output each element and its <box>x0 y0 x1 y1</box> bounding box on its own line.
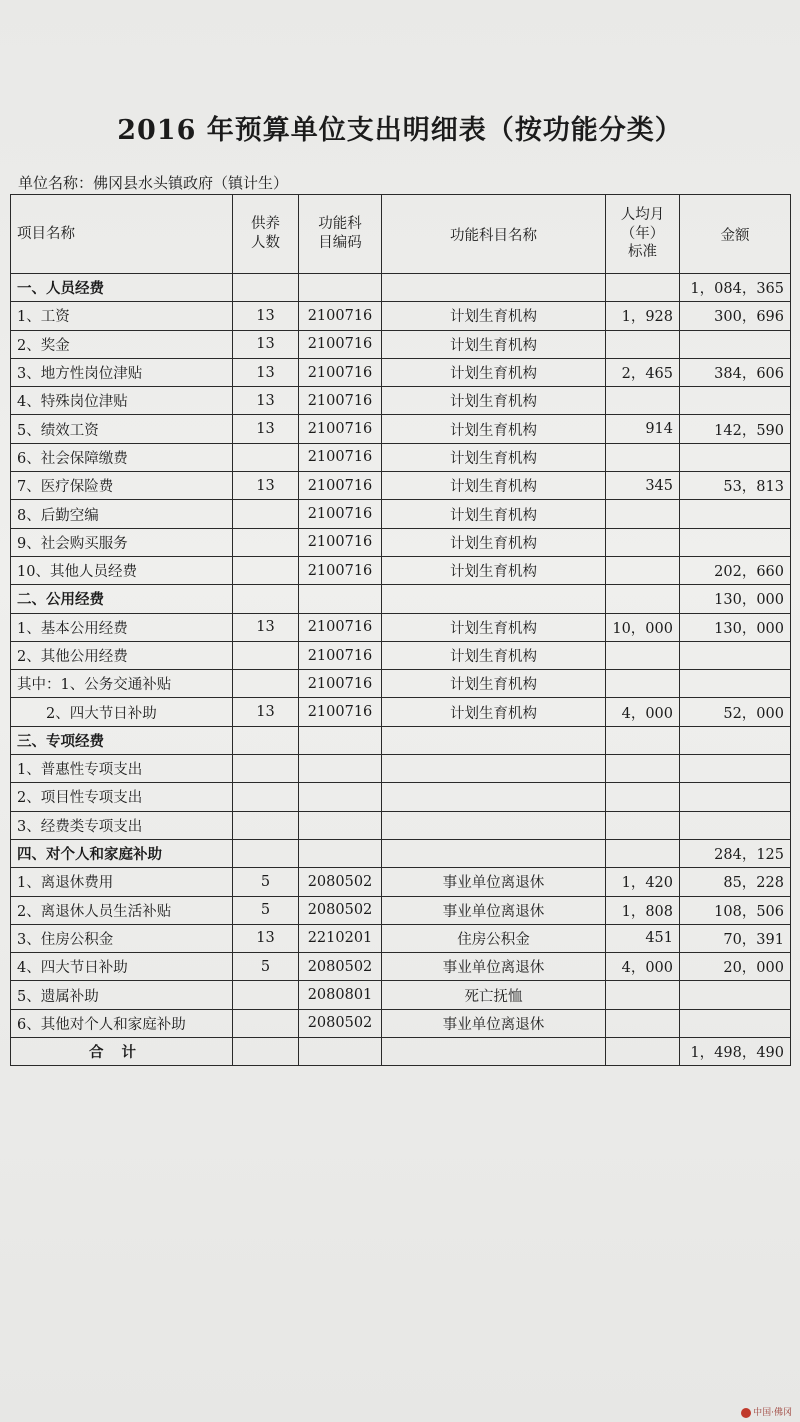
cell-amount: 284，125 <box>680 839 791 867</box>
cell-standard: 4，000 <box>606 698 680 726</box>
cell-item-name: 3、地方性岗位津贴 <box>11 358 233 386</box>
table-row <box>11 698 791 726</box>
table-row <box>11 981 791 1009</box>
cell-item-name: 1、普惠性专项支出 <box>11 755 233 783</box>
cell-func-name: 死亡抚恤 <box>382 981 606 1009</box>
cell-code: 2100716 <box>299 528 382 556</box>
total-empty-cell <box>299 1038 382 1066</box>
table-row <box>11 387 791 415</box>
table-row <box>11 500 791 528</box>
cell-func-name: 计划生育机构 <box>382 698 606 726</box>
cell-standard <box>606 585 680 613</box>
cell-standard <box>606 330 680 358</box>
cell-code <box>299 811 382 839</box>
table-row <box>11 556 791 584</box>
cell-func-name <box>382 839 606 867</box>
cell-item-name: 5、绩效工资 <box>11 415 233 443</box>
watermark-logo <box>741 1405 792 1418</box>
cell-amount <box>680 755 791 783</box>
cell-func-name: 计划生育机构 <box>382 443 606 471</box>
total-empty-cell <box>233 1038 299 1066</box>
cell-func-name <box>382 755 606 783</box>
cell-amount <box>680 443 791 471</box>
cell-item-name: 1、工资 <box>11 302 233 330</box>
cell-people <box>233 1009 299 1037</box>
cell-standard: 451 <box>606 924 680 952</box>
cell-standard <box>606 783 680 811</box>
cell-code: 2100716 <box>299 670 382 698</box>
table-row <box>11 358 791 386</box>
header-people-text: 供养 人数 <box>251 216 280 251</box>
table-row <box>11 330 791 358</box>
header-standard <box>606 195 680 274</box>
seal-icon <box>741 1408 751 1418</box>
cell-amount: 142，590 <box>680 415 791 443</box>
cell-standard <box>606 443 680 471</box>
cell-standard: 10，000 <box>606 613 680 641</box>
cell-amount <box>680 387 791 415</box>
cell-code: 2100716 <box>299 443 382 471</box>
cell-standard: 2，465 <box>606 358 680 386</box>
cell-item-name: 4、特殊岗位津贴 <box>11 387 233 415</box>
cell-standard: 1，928 <box>606 302 680 330</box>
cell-func-name: 计划生育机构 <box>382 330 606 358</box>
cell-item-name: 二、公用经费 <box>11 585 233 613</box>
cell-code: 2100716 <box>299 698 382 726</box>
cell-item-name: 三、专项经费 <box>11 726 233 754</box>
header-code-text: 功能科 目编码 <box>318 216 362 251</box>
cell-amount: 70，391 <box>680 924 791 952</box>
cell-standard <box>606 670 680 698</box>
cell-func-name: 计划生育机构 <box>382 670 606 698</box>
total-label: 合计 <box>11 1038 233 1066</box>
cell-amount: 53，813 <box>680 472 791 500</box>
cell-people: 13 <box>233 613 299 641</box>
cell-standard <box>606 755 680 783</box>
cell-people: 13 <box>233 472 299 500</box>
table-row <box>11 472 791 500</box>
cell-item-name: 9、社会购买服务 <box>11 528 233 556</box>
cell-standard <box>606 839 680 867</box>
table-row <box>11 924 791 952</box>
header-code <box>299 195 382 274</box>
total-empty-cell <box>606 1038 680 1066</box>
cell-people <box>233 839 299 867</box>
cell-code <box>299 783 382 811</box>
cell-code: 2100716 <box>299 415 382 443</box>
cell-amount: 85，228 <box>680 868 791 896</box>
cell-func-name: 计划生育机构 <box>382 415 606 443</box>
cell-code: 2100716 <box>299 556 382 584</box>
cell-amount: 1，084，365 <box>680 274 791 302</box>
cell-code: 2100716 <box>299 641 382 669</box>
cell-people <box>233 755 299 783</box>
total-amount: 1，498，490 <box>680 1038 791 1066</box>
cell-code: 2210201 <box>299 924 382 952</box>
cell-code: 2100716 <box>299 613 382 641</box>
cell-people <box>233 443 299 471</box>
cell-people: 5 <box>233 868 299 896</box>
cell-people: 13 <box>233 924 299 952</box>
cell-standard <box>606 528 680 556</box>
cell-standard: 345 <box>606 472 680 500</box>
cell-item-name: 3、住房公积金 <box>11 924 233 952</box>
cell-people <box>233 981 299 1009</box>
cell-code: 2100716 <box>299 330 382 358</box>
cell-func-name: 住房公积金 <box>382 924 606 952</box>
table-row <box>11 783 791 811</box>
cell-people <box>233 556 299 584</box>
cell-amount: 384，606 <box>680 358 791 386</box>
cell-people: 13 <box>233 358 299 386</box>
cell-people: 13 <box>233 415 299 443</box>
cell-item-name: 2、四大节日补助 <box>11 698 233 726</box>
table-row <box>11 613 791 641</box>
cell-code: 2080502 <box>299 1009 382 1037</box>
cell-code: 2100716 <box>299 472 382 500</box>
cell-item-name: 2、离退休人员生活补贴 <box>11 896 233 924</box>
cell-amount <box>680 811 791 839</box>
table-row <box>11 443 791 471</box>
header-func-name: 功能科目名称 <box>382 195 606 274</box>
cell-standard: 4，000 <box>606 953 680 981</box>
cell-item-name: 5、遗属补助 <box>11 981 233 1009</box>
cell-amount <box>680 641 791 669</box>
table-row <box>11 302 791 330</box>
cell-func-name: 计划生育机构 <box>382 641 606 669</box>
cell-func-name: 事业单位离退休 <box>382 1009 606 1037</box>
document-title: 2016 年预算单位支出明细表（按功能分类） <box>117 115 683 146</box>
cell-func-name: 计划生育机构 <box>382 528 606 556</box>
cell-amount: 20，000 <box>680 953 791 981</box>
cell-people: 13 <box>233 387 299 415</box>
cell-func-name: 事业单位离退休 <box>382 868 606 896</box>
table-row <box>11 585 791 613</box>
cell-people <box>233 500 299 528</box>
cell-func-name: 事业单位离退休 <box>382 953 606 981</box>
cell-people <box>233 528 299 556</box>
cell-code <box>299 274 382 302</box>
cell-standard <box>606 274 680 302</box>
header-people <box>233 195 299 274</box>
cell-item-name: 其中：1、公务交通补贴 <box>11 670 233 698</box>
cell-item-name: 6、社会保障缴费 <box>11 443 233 471</box>
cell-people <box>233 274 299 302</box>
cell-amount <box>680 1009 791 1037</box>
cell-code: 2100716 <box>299 500 382 528</box>
cell-item-name: 2、其他公用经费 <box>11 641 233 669</box>
cell-standard <box>606 726 680 754</box>
cell-item-name: 7、医疗保险费 <box>11 472 233 500</box>
cell-standard: 1，420 <box>606 868 680 896</box>
cell-item-name: 1、离退休费用 <box>11 868 233 896</box>
cell-amount: 52，000 <box>680 698 791 726</box>
cell-people <box>233 641 299 669</box>
cell-amount <box>680 783 791 811</box>
header-item-name: 项目名称 <box>11 195 233 274</box>
cell-func-name <box>382 274 606 302</box>
cell-people: 5 <box>233 953 299 981</box>
cell-func-name <box>382 811 606 839</box>
cell-item-name: 2、奖金 <box>11 330 233 358</box>
cell-people <box>233 585 299 613</box>
cell-item-name: 6、其他对个人和家庭补助 <box>11 1009 233 1037</box>
cell-code <box>299 726 382 754</box>
cell-amount: 300，696 <box>680 302 791 330</box>
cell-func-name: 计划生育机构 <box>382 387 606 415</box>
cell-func-name <box>382 585 606 613</box>
table-row <box>11 726 791 754</box>
cell-amount <box>680 726 791 754</box>
cell-item-name: 一、人员经费 <box>11 274 233 302</box>
cell-amount <box>680 528 791 556</box>
cell-code <box>299 755 382 783</box>
cell-amount <box>680 330 791 358</box>
cell-item-name: 1、基本公用经费 <box>11 613 233 641</box>
cell-item-name: 8、后勤空编 <box>11 500 233 528</box>
cell-amount <box>680 670 791 698</box>
cell-standard <box>606 981 680 1009</box>
cell-code <box>299 585 382 613</box>
cell-standard <box>606 387 680 415</box>
cell-standard <box>606 641 680 669</box>
cell-amount: 130，000 <box>680 585 791 613</box>
cell-item-name: 2、项目性专项支出 <box>11 783 233 811</box>
cell-standard <box>606 556 680 584</box>
cell-func-name: 计划生育机构 <box>382 472 606 500</box>
cell-standard: 914 <box>606 415 680 443</box>
cell-people <box>233 726 299 754</box>
unit-name-line: 单位名称：佛冈县水头镇政府（镇计生） <box>18 174 289 192</box>
header-amount: 金额 <box>680 195 791 274</box>
header-standard-text: 人均月 （年） 标准 <box>620 206 665 261</box>
total-row <box>11 1038 791 1066</box>
cell-code: 2080502 <box>299 953 382 981</box>
cell-func-name: 计划生育机构 <box>382 500 606 528</box>
cell-func-name: 计划生育机构 <box>382 358 606 386</box>
cell-item-name: 3、经费类专项支出 <box>11 811 233 839</box>
cell-code <box>299 839 382 867</box>
table-row <box>11 528 791 556</box>
table-row <box>11 896 791 924</box>
cell-amount: 130，000 <box>680 613 791 641</box>
total-empty-cell <box>382 1038 606 1066</box>
cell-item-name: 10、其他人员经费 <box>11 556 233 584</box>
cell-func-name: 事业单位离退休 <box>382 896 606 924</box>
table-header-row <box>11 195 791 274</box>
cell-people: 13 <box>233 330 299 358</box>
table-row <box>11 641 791 669</box>
cell-people <box>233 811 299 839</box>
cell-func-name: 计划生育机构 <box>382 556 606 584</box>
table-row <box>11 953 791 981</box>
cell-people <box>233 783 299 811</box>
cell-func-name: 计划生育机构 <box>382 302 606 330</box>
table-row <box>11 274 791 302</box>
cell-amount: 202，660 <box>680 556 791 584</box>
cell-code: 2100716 <box>299 302 382 330</box>
cell-standard <box>606 811 680 839</box>
cell-code: 2100716 <box>299 358 382 386</box>
watermark-text: 中国·佛冈 <box>753 1408 792 1418</box>
cell-func-name <box>382 783 606 811</box>
cell-code: 2080801 <box>299 981 382 1009</box>
table-row <box>11 868 791 896</box>
cell-code: 2080502 <box>299 896 382 924</box>
table-row <box>11 839 791 867</box>
cell-amount: 108，506 <box>680 896 791 924</box>
table-row <box>11 811 791 839</box>
cell-code: 2080502 <box>299 868 382 896</box>
cell-amount <box>680 500 791 528</box>
cell-func-name <box>382 726 606 754</box>
cell-people: 13 <box>233 698 299 726</box>
cell-standard <box>606 1009 680 1037</box>
cell-standard <box>606 500 680 528</box>
table-row <box>11 415 791 443</box>
table-row <box>11 1009 791 1037</box>
cell-code: 2100716 <box>299 387 382 415</box>
cell-func-name: 计划生育机构 <box>382 613 606 641</box>
cell-item-name: 4、四大节日补助 <box>11 953 233 981</box>
cell-people: 5 <box>233 896 299 924</box>
cell-people: 13 <box>233 302 299 330</box>
budget-table <box>10 194 791 1066</box>
table-row <box>11 755 791 783</box>
cell-amount <box>680 981 791 1009</box>
table-row <box>11 670 791 698</box>
cell-people <box>233 670 299 698</box>
cell-item-name: 四、对个人和家庭补助 <box>11 839 233 867</box>
cell-standard: 1，808 <box>606 896 680 924</box>
